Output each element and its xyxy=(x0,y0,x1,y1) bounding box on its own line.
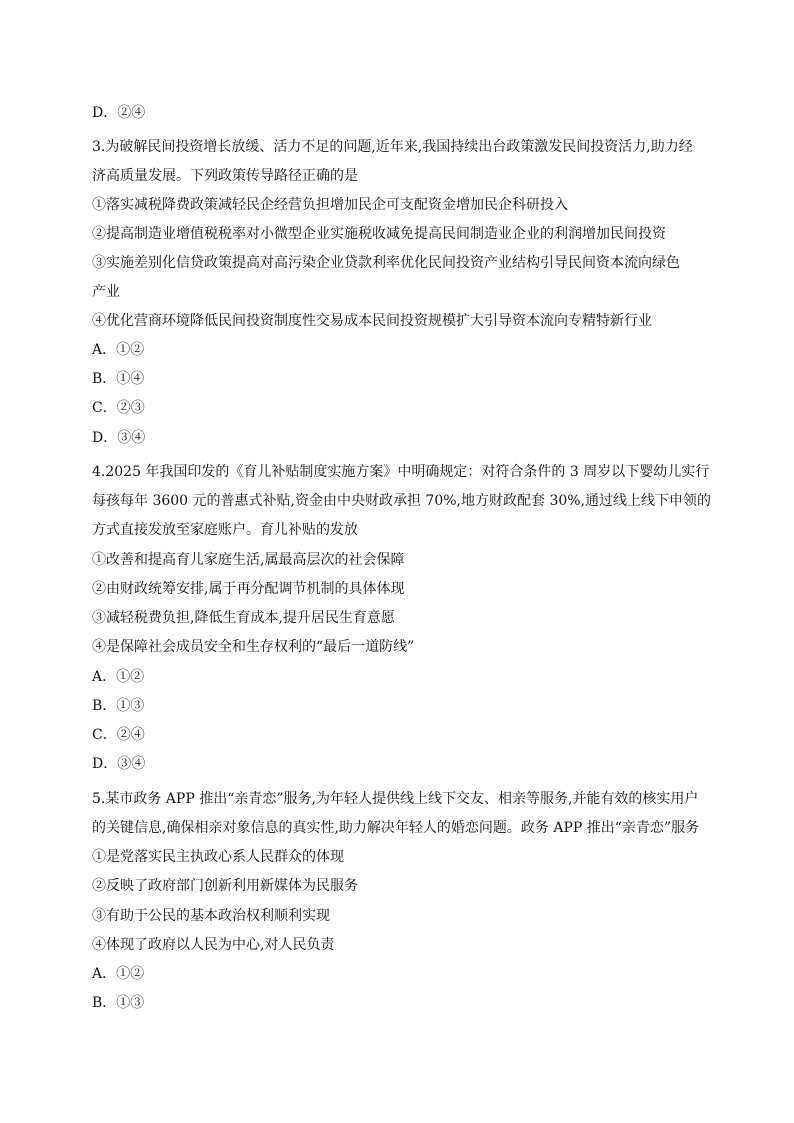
statement-1: ①改善和提高育儿家庭生活,属最高层次的社会保障 xyxy=(92,552,405,568)
statement-3: ③减轻税费负担,降低生育成本,提升居民生育意愿 xyxy=(92,610,395,626)
option-c: C．②④ xyxy=(92,727,145,743)
option-a: A．①② xyxy=(92,342,145,358)
statement-3: 产业 xyxy=(92,284,120,300)
question-5-stem: 5.某市政务 APP 推出“亲青恋”服务,为年轻人提供线上线下交友、相亲等服务,并能有效的核实用户 xyxy=(92,791,699,807)
option-d: D．③④ xyxy=(92,430,146,446)
statement-4: ④是保障社会成员安全和生存权利的“最后一道防线” xyxy=(92,639,415,655)
option-d: D．③④ xyxy=(92,756,146,772)
statement-4: ④体现了政府以人民为中心,对人民负责 xyxy=(92,937,335,953)
statement-2: ②由财政统筹安排,属于再分配调节机制的具体体现 xyxy=(92,581,405,597)
option-b: B．①④ xyxy=(92,371,145,387)
statement-1: ①落实减税降费政策减轻民企经营负担增加民企可支配资金增加民企科研投入 xyxy=(92,197,568,213)
statement-1: ①是党落实民主执政心系人民群众的体现 xyxy=(92,849,344,865)
statement-3: ③实施差别化信贷政策提高对高污染企业贷款利率优化民间投资产业结构引导民间资本流向绿色 xyxy=(92,255,680,271)
statement-3: ③有助于公民的基本政治权利顺利实现 xyxy=(92,908,330,924)
option-b: B．①③ xyxy=(92,995,145,1011)
option-d: D．②④ xyxy=(92,105,146,121)
statement-2: ②反映了政府部门创新利用新媒体为民服务 xyxy=(92,878,358,894)
statement-2: ②提高制造业增值税税率对小微型企业实施税收减免提高民间制造业企业的利润增加民间投资 xyxy=(92,226,666,242)
option-a: A．①② xyxy=(92,669,145,685)
question-4-stem: 每孩每年 3600 元的普惠式补贴,资金由中央财政承担 70%,地方财政配套 30%,通过线上线下申领的 xyxy=(92,493,712,509)
question-5-stem: 的关键信息,确保相亲对象信息的真实性,助力解决年轻人的婚恋问题。政务 APP 推出“亲青恋”服务 xyxy=(92,820,700,836)
option-b: B．①③ xyxy=(92,698,145,714)
question-3-stem: 3.为破解民间投资增长放缓、活力不足的问题,近年来,我国持续出台政策激发民间投资活力,助力经 xyxy=(92,139,693,155)
option-c: C．②③ xyxy=(92,400,145,416)
question-4-stem: 方式直接发放至家庭账户。育儿补贴的发放 xyxy=(92,522,358,538)
option-a: A．①② xyxy=(92,966,145,982)
question-3-stem: 济高质量发展。下列政策传导路径正确的是 xyxy=(92,168,358,184)
statement-4: ④优化营商环境降低民间投资制度性交易成本民间投资规模扩大引导资本流向专精特新行业 xyxy=(92,313,652,329)
question-4-stem: 4.2025 年我国印发的《育儿补贴制度实施方案》中明确规定：对符合条件的 3 周岁以下婴幼儿实行 xyxy=(92,464,710,480)
